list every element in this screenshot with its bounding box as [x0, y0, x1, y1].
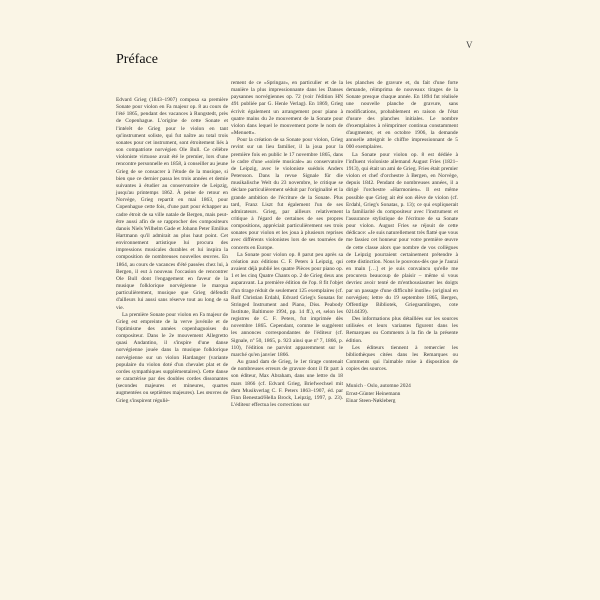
page-number: V — [466, 40, 473, 50]
signature-name: Ernst-Günter Heinemann — [346, 390, 401, 397]
text-column-1 — [116, 97, 228, 405]
paragraph: Pour la création de sa Sonate pour violon, Grieg revint sur un lieu familier, il la joua pour la première fois en public le 17 novembre 1865, dans le cadre d'une «soirée musicale» au conservatoire de Leipzig, avec le violoniste suédois Anders Petersson. Dans la revue Signale für die musikalische Welt du 23 novembre, le critique se déclare particulièrement séduit par l'originalité et la grande ambition de l'écriture de la Sonate. Plus tard, Franz Liszt fut également l'un de ses admirateurs. Grieg, par ailleurs relativement critique à l'égard de certaines de ses propres compositions, appréciait particulièrement ses trois sonates pour violon et les joua à plusieurs reprises avec différents violonistes lors de ses tournées de concerts en Europe. — [231, 137, 343, 251]
paragraph: Au grand dam de Grieg, le 1er tirage contenait de nombreuses erreurs de gravure dont il fit part à son éditeur, Max Abraham, dans une lettre du 18 mars 1866 (cf. Edvard Grieg, Briefwechsel mit dem Musikverlag C. F. Peters 1863–1907, éd. par Finn Benestad/Hella Brock, Leipzig, 1997, p. 23). L'éditeur effectua les corrections sur — [231, 359, 343, 409]
paragraph: les planches de gravure et, du fait d'une forte demande, réimprima de nouveaux tirages de la Sonate presque chaque année. En 1894 fut réalisée une nouvelle planche de gravure, sans modifications, probablement en raison de l'état d'usure des planches initiales. Le nombre d'exemplaires à réimprimer continua constamment d'augmenter, et en octobre 1906, la demande annuelle atteignit le chiffre impressionnant de 5 000 exemplaires. — [346, 80, 458, 151]
signature-place-date: Munich · Oslo, automne 2024 — [346, 383, 411, 390]
paragraph: Des informations plus détaillées sur les sources utilisées et leurs variantes figurent dans les Remarques ou Comments à la fin de la présente édition. — [346, 316, 458, 344]
paragraph: La Sonate pour violon op. 8 est dédiée à l'influent violoniste allemand August Fries (1821–1913), qui était un ami de Grieg. Fries était premier violon et chef d'orchestre à Bergen, en Norvège, depuis 1842. Pendant de nombreuses années, il a dirigé l'orchestre «Harmonien». Il est même possible que Grieg ait été son élève de violon (cf. Erdahl, Grieg's Sonatas, p. 13); ce qui expliquerait la familiarité du compositeur avec l'instrument et l'assurance stylistique de l'écriture de sa Sonate pour violon. August Fries se réjouit de cette dédicace: «Je suis naturellement très flatté que vous me fassiez cet honneur pour votre première œuvre de cette classe alors que nombre de vos collègues de Leipzig pourraient certainement prétendre à cette distinction. Nous le pouvons-dès que je l'aurai en main […] et je suis convaincu qu'elle me procurera beaucoup de plaisir – même si vous devriez avoir tenté de m'enthousiasmer les doigts par un passage d'une difficulté inutile» (original en norvégien; lettre du 19 septembre 1865, Bergen, Offentlige Bibliotek, Griegsamlingen, cote 0214439). — [346, 151, 458, 315]
signature-name: Einar Steen-Nøkleberg — [346, 397, 396, 404]
paragraph: La première Sonate pour violon en Fa majeur de Grieg est empreinte de la verve juvénile et de l'optimisme des années copenhaguoises du compositeur. Dans le 2e mouvement Allegretto quasi Andantino, il s'inspire d'une danse norvégienne jouée dans la musique folklorique norvégienne sur un violon Hardanger (variante populaire du violon doté d'un chevalet plat et de cordes sympathiques supplémentaires). Cette danse se caractérise par des doubles cordes dissonantes (secondes majeures et mineures, quartes augmentées ou septièmes majeures). Les œuvres de Grieg s'inspirent réguliè- — [116, 311, 228, 404]
signature-block — [346, 383, 458, 404]
paragraph: rement de ce «Springar», en particulier et de la manière la plus impressionnante dans les Danses paysannes norvégiennes op. 72 (voir l'édition HN 491 publiée par G. Henle Verlag). En 1869, Grieg écrivit également un arrangement pour piano à quatre mains du 2e mouvement de la Sonate pour violon dans lequel le mouvement porte le nom de «Menuett». — [231, 80, 343, 137]
paragraph: La Sonate pour violon op. 8 parut peu après sa création aux éditions C. F. Peters à Leipzig, qui avaient déjà publié les quatre Pièces pour piano op. 1 et les cinq Quatre Chants op. 2 de Grieg deux ans auparavant. La première édition de l'op. 8 fit l'objet d'un tirage réduit de seulement 125 exemplaires (cf. Rolf Christian Erdahl, Edvard Grieg's Sonatas for Stringed Instrument and Piano, Diss. Peabody Institute, Baltimore 1994, pp. 14 ff.), et, selon les registres de C. F. Peters, fut imprimée dès novembre 1865. Cependant, comme le suggèrent les annonces correspondantes de l'éditeur (cf. Signale, nº 50, 1865, p. 923 ainsi que nº 7, 1866, p. 110), l'édition ne parvint apparemment sur le marché qu'en janvier 1866. — [231, 251, 343, 358]
page-title: Préface — [116, 52, 158, 67]
text-column-3 — [346, 80, 458, 405]
paragraph: Edvard Grieg (1843–1907) composa sa première Sonate pour violon en Fa majeur op. 8 au cours de l'été 1865, pendant des vacances à Rungstedt, près de Copenhague. L'origine de cette Sonate et l'intérêt de Grieg pour le violon en tant qu'instrument soliste, qui fut naître au total trois sonates pour cet instrument, sont étroitement liés à son compatriote norvégien Ole Bull. Ce célèbre violoniste virtuose avait été le premier, lors d'une rencontre personnelle en 1858, à conseiller au jeune Grieg de se consacrer à l'étude de la musique, si bien que ce dernier passa les trois années et demie suivantes à étudier au conservatoire de Leipzig, jusqu'au printemps 1862. À peine de retour en Norvège, Grieg repartit en mai 1863, pour Copenhague cette fois, d'une part pour échapper au cadre étroit de sa ville natale de Bergen, mais peut-être aussi afin de se rapprocher des compositeurs danois Niels Wilhelm Gade et Johann Peter Emilius Hartmann qu'il admirait au plus haut point. Cet environnement artistique lui procura des impressions musicales durables et lui inspira la composition de nombreuses nouvelles œuvres. En 1864, au cours de vacances d'été passées chez lui, à Bergen, il eut à nouveau l'occasion de rencontrer Ole Bull dont l'engagement en faveur de la musique folklorique norvégienne le marqua particulièrement, musique que Grieg défendit d'ailleurs lui aussi sans réserve tout au long de sa vie. — [116, 97, 228, 311]
paragraph: Les éditeurs tiennent à remercier les bibliothèques citées dans les Remarques ou Comments qui l'aimable mise à disposition de copies des sources. — [346, 344, 458, 373]
text-column-2 — [231, 80, 343, 409]
